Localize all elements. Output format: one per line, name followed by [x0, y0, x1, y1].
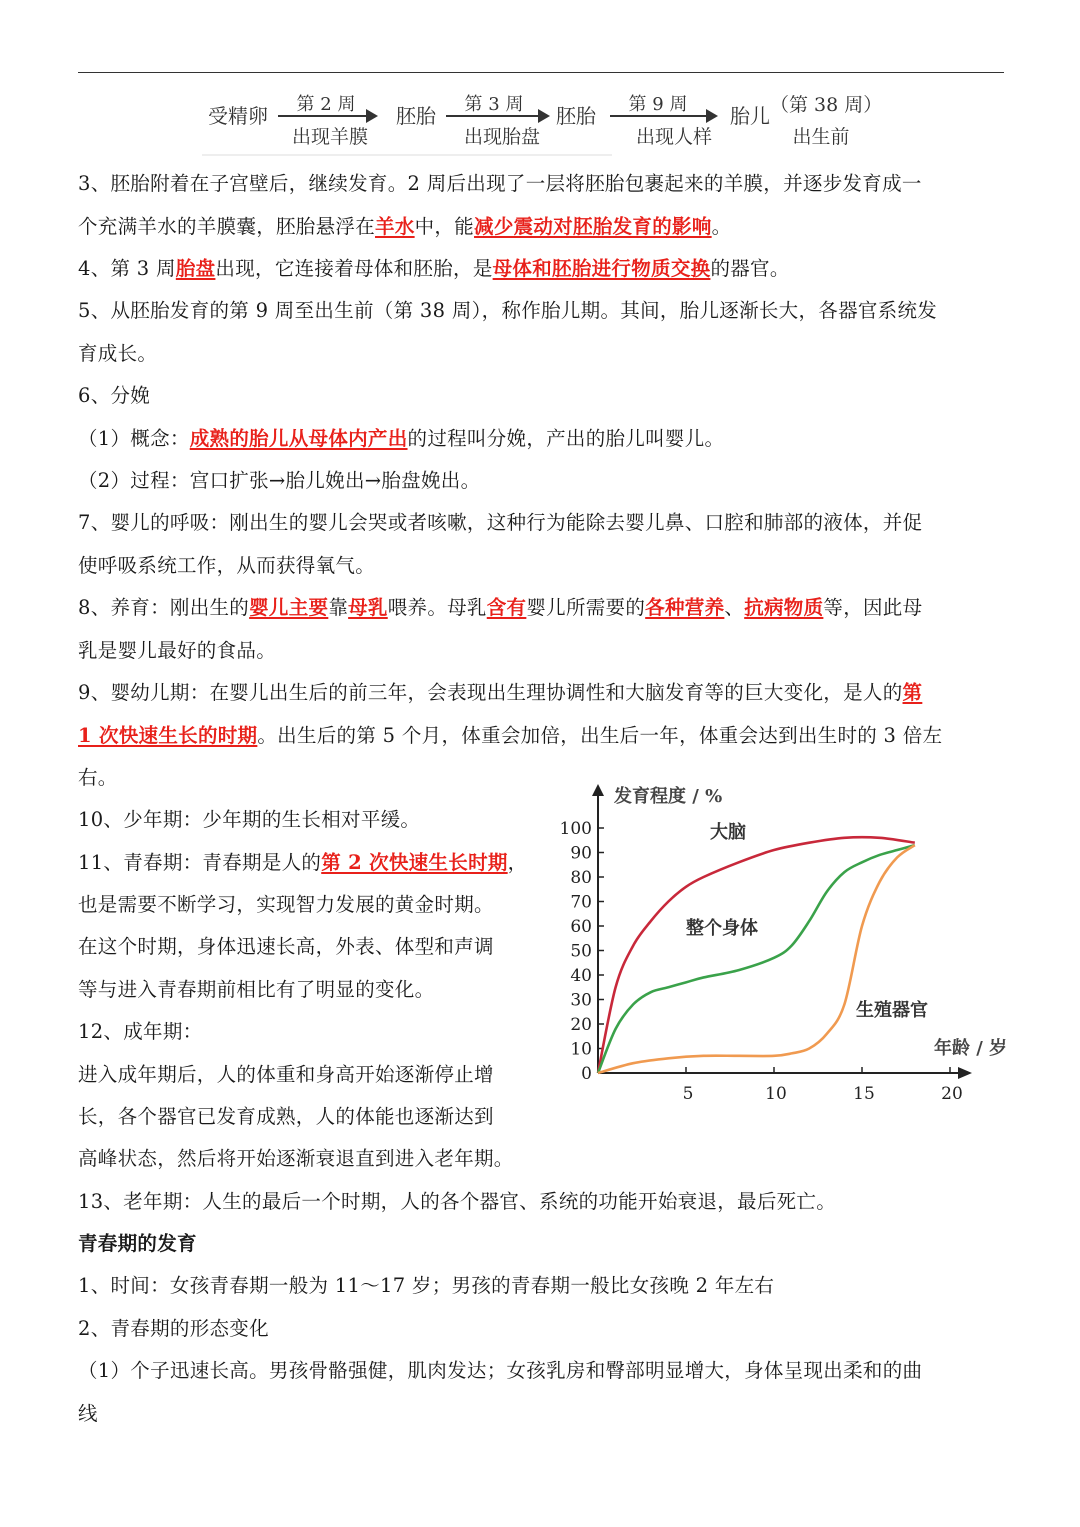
x-tick-label: 15 [853, 1084, 875, 1104]
series-line-0 [598, 837, 915, 1073]
p7-line2: 使呼吸系统工作，从而获得氧气。 [78, 554, 376, 577]
flow-arrow1-shaft [278, 115, 366, 117]
p5-line1: 5、从胚胎发育的第 9 周至出生前（第 38 周），称作胎儿期。其间，胎儿逐渐长大，各器官系统发 [78, 299, 938, 322]
p4-highlight-placenta: 胎盘 [175, 257, 216, 280]
series-label-1: 整个身体 [686, 918, 758, 939]
flow-fetus-bottom-label: 出生前 [792, 126, 850, 148]
p8-text: 婴儿所需要的 [526, 596, 646, 619]
p8-line2: 乳是婴儿最好的食品。 [78, 639, 277, 662]
p9-text: 。出生后的第 5 个月，体重会加倍，出生后一年，体重会达到出生时的 3 倍左 [257, 724, 943, 747]
p8-text: 8、养育：刚出生的 [78, 596, 250, 619]
p11-line2: 也是需要不断学习，实现智力发展的黄金时期。 [78, 893, 494, 916]
p8-text: 靠 [328, 596, 349, 619]
p4-text: 的器官。 [710, 257, 790, 280]
p6-text: （1）概念： [78, 427, 190, 450]
x-tick-label: 10 [765, 1084, 787, 1104]
p3-line1: 3、胚胎附着在子宫壁后，继续发育。2 周后出现了一层将胚胎包裹起来的羊膜，并逐步发育成一 [78, 172, 922, 195]
p11-highlight: 第 2 次快速生长时期 [321, 851, 508, 874]
p11-text: ， [507, 851, 528, 874]
flow-arrow3-shaft [610, 115, 706, 117]
x-axis-arrow [958, 1067, 972, 1079]
y-tick-label: 40 [570, 966, 592, 986]
p6-concept [78, 427, 724, 451]
p3-highlight-reduce-vibration: 减少震动对胚胎发育的影响 [474, 215, 712, 238]
p12-line1: 12、成年期： [78, 1020, 203, 1043]
y-tick-label: 90 [570, 843, 592, 864]
p8-highlight: 母乳 [348, 596, 388, 619]
y-axis-label: 发育程度 / % [614, 786, 723, 807]
series-label-2: 生殖器官 [856, 1000, 928, 1021]
section-line4: 线 [78, 1402, 98, 1425]
flow-arrow1-head [366, 109, 378, 123]
section-line2: 2、青春期的形态变化 [78, 1317, 269, 1340]
y-tick-label: 20 [570, 1015, 592, 1035]
series-line-2 [598, 845, 915, 1073]
p4-text: 4、第 3 周 [78, 257, 176, 280]
p4-text: 出现，它连接着母体和胚胎，是 [215, 257, 493, 280]
p4-highlight-exchange: 母体和胚胎进行物质交换 [492, 257, 711, 280]
p7-line1: 7、婴儿的呼吸：刚出生的婴儿会哭或者咳嗽，这种行为能除去婴儿鼻、口腔和肺部的液体，并促 [78, 511, 923, 534]
p6-title: 6、分娩 [78, 384, 151, 407]
p3-text: 。 [711, 215, 732, 238]
p8-highlight: 各种营养 [645, 596, 725, 619]
p10-line1: 10、少年期：少年期的生长相对平缓。 [78, 808, 421, 831]
p8-highlight: 含有 [486, 596, 527, 619]
p8-line1 [78, 596, 922, 620]
p3-text: 个充满羊水的羊膜囊，胚胎悬浮在 [78, 215, 376, 238]
p5-line2: 育成长。 [78, 342, 158, 365]
p9-highlight: 第 [902, 681, 923, 704]
flow-arrow2-top-label: 第 3 周 [464, 94, 524, 115]
p9-highlight: 1 次快速生长的时期 [78, 724, 258, 747]
flow-baseline [202, 154, 612, 156]
p9-text: 9、婴幼儿期：在婴儿出生后的前三年，会表现出生理协调性和大脑发育等的巨大变化，是人的 [78, 681, 903, 704]
p11-line3: 在这个时期，身体迅速长高，外表、体型和声调 [78, 935, 494, 958]
flow-fetus-week-label: （第 38 周） [770, 94, 883, 116]
development-flow-diagram [200, 88, 890, 158]
y-tick-label: 50 [570, 941, 592, 962]
flow-arrow2-bottom-label: 出现胎盘 [463, 126, 540, 148]
y-tick-label: 30 [570, 990, 592, 1011]
p3-highlight-amniotic-fluid: 羊水 [375, 215, 415, 238]
flow-arrow3-head [706, 109, 718, 123]
p4-line1 [78, 257, 790, 281]
flow-arrow1-top-label: 第 2 周 [296, 94, 356, 115]
y-axis-arrow [592, 784, 604, 796]
y-tick-label: 10 [570, 1039, 592, 1060]
p8-highlight: 婴儿主要 [249, 596, 329, 619]
p6-text: 的过程叫分娩，产出的胎儿叫婴儿。 [407, 427, 725, 450]
p3-text: 中，能 [414, 215, 475, 238]
p8-text: 喂养。母乳 [387, 596, 487, 619]
p13-line1: 13、老年期：人生的最后一个时期，人的各个器官、系统的功能开始衰退，最后死亡。 [78, 1190, 837, 1213]
section-line3: （1）个子迅速长高。男孩骨骼强健，肌肉发达；女孩乳房和臀部明显增大，身体呈现出柔和的曲 [78, 1359, 923, 1382]
flow-node-embryo-2: 胚胎 [556, 104, 596, 128]
p9-line1 [78, 681, 922, 705]
flow-node-embryo-1: 胚胎 [396, 104, 436, 128]
p12-line3: 长，各个器官已发育成熟，人的体能也逐渐达到 [78, 1105, 494, 1128]
p12-line4: 高峰状态，然后将开始逐渐衰退直到进入老年期。 [78, 1147, 514, 1170]
p8-text: 、 [724, 596, 745, 619]
flow-arrow2-shaft [446, 115, 538, 117]
x-axis-label: 年龄 / 岁 [934, 1038, 1008, 1059]
section-line1: 1、时间：女孩青春期一般为 11～17 岁；男孩的青春期一般比女孩晚 2 年左右 [78, 1274, 775, 1297]
p6-highlight-definition: 成熟的胎儿从母体内产出 [189, 427, 408, 450]
y-tick-label: 60 [570, 917, 592, 937]
p11-line4: 等与进入青春期前相比有了明显的变化。 [78, 978, 435, 1001]
flow-arrow1-bottom-label: 出现羊膜 [291, 126, 368, 148]
x-tick-label: 20 [941, 1084, 963, 1104]
p3-line2 [78, 215, 731, 239]
flow-arrow2-head [538, 109, 550, 123]
y-tick-label: 80 [570, 868, 592, 888]
y-tick-label: 70 [570, 892, 592, 913]
x-tick-label: 5 [682, 1084, 694, 1104]
p11-text: 11、青春期：青春期是人的 [78, 851, 322, 874]
p12-line2: 进入成年期后，人的体重和身高开始逐渐停止增 [78, 1063, 494, 1086]
top-rule [78, 72, 1004, 73]
y-tick-label: 0 [581, 1064, 592, 1084]
p8-highlight: 抗病物质 [744, 596, 824, 619]
flow-arrow3-top-label: 第 9 周 [628, 94, 688, 115]
p6-process: （2）过程：宫口扩张→胎儿娩出→胎盘娩出。 [78, 469, 481, 492]
series-label-0: 大脑 [710, 822, 746, 843]
section-heading: 青春期的发育 [78, 1232, 197, 1255]
p9-line3: 右。 [78, 766, 118, 789]
p9-line2 [78, 724, 942, 748]
flow-node-fetus: 胎儿 [730, 104, 770, 128]
p11-line1 [78, 851, 527, 875]
y-tick-label: 100 [560, 819, 592, 839]
series-line-1 [598, 845, 915, 1073]
growth-chart-svg [560, 780, 1020, 1110]
p8-text: 等，因此母 [823, 596, 923, 619]
flow-arrow3-bottom-label: 出现人样 [635, 126, 712, 148]
growth-chart [560, 780, 1020, 1110]
flow-node-zygote: 受精卵 [208, 104, 268, 128]
